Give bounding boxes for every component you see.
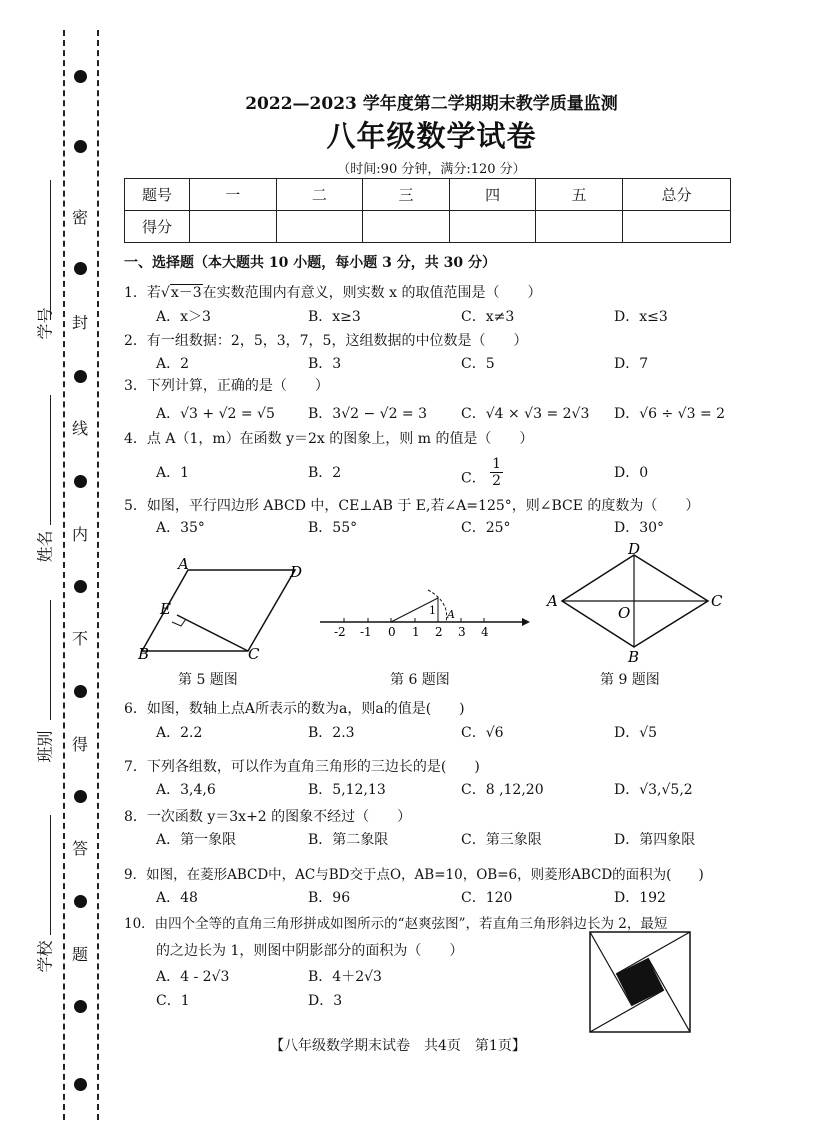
option[interactable]: C．120 bbox=[461, 890, 513, 906]
fig6-tick: -2 bbox=[334, 625, 346, 639]
option[interactable]: B．3√2 − √2 = 3 bbox=[308, 406, 428, 422]
question-8-stem: 8．一次函数 y＝3x+2 的图象不经过（ ） bbox=[124, 809, 412, 825]
fig6-tick: 4 bbox=[481, 625, 489, 639]
score-table-header-row bbox=[125, 179, 731, 211]
option[interactable]: B．5,12,13 bbox=[308, 782, 386, 798]
label-school: 学校 bbox=[35, 940, 55, 973]
score-cell: 五 bbox=[536, 179, 623, 211]
score-table-score-row bbox=[125, 211, 731, 243]
question-4-stem: 4．点 A（1，m）在函数 y＝2x 的图象上，则 m 的值是（ ） bbox=[124, 431, 534, 447]
fig6-tick: -1 bbox=[360, 625, 372, 639]
score-cell: 总分 bbox=[623, 179, 731, 211]
option[interactable]: B．2 bbox=[308, 465, 342, 481]
figure-9-caption: 第 9 题图 bbox=[600, 672, 660, 688]
seal-char: 题 bbox=[72, 945, 89, 964]
option[interactable]: B．2.3 bbox=[308, 725, 355, 741]
score-cell: 题号 bbox=[125, 179, 190, 211]
option[interactable]: C．1 bbox=[156, 993, 190, 1009]
fraction-denominator: 2 bbox=[492, 473, 502, 489]
exam-time-info: （时间:90 分钟，满分:120 分） bbox=[337, 162, 526, 177]
score-cell: 得分 bbox=[125, 211, 190, 243]
option[interactable]: B．x≥3 bbox=[308, 309, 361, 325]
option[interactable]: A．4 - 2√3 bbox=[156, 969, 230, 985]
option[interactable]: A．第一象限 bbox=[156, 832, 237, 848]
fig5-label: C bbox=[248, 645, 260, 663]
option[interactable]: A．x＞3 bbox=[156, 309, 211, 325]
score-table bbox=[124, 178, 731, 243]
option[interactable]: B．3 bbox=[308, 356, 342, 372]
fig9-label: D bbox=[628, 540, 641, 558]
option[interactable]: B．55° bbox=[308, 520, 358, 536]
figure-5-caption: 第 5 题图 bbox=[178, 672, 238, 688]
score-input-cell[interactable] bbox=[363, 211, 450, 243]
exam-title: 八年级数学试卷 bbox=[326, 119, 537, 153]
question-3-stem: 3．下列计算，正确的是（ ） bbox=[124, 378, 329, 394]
option[interactable]: D．0 bbox=[614, 465, 649, 481]
figure-6-caption: 第 6 题图 bbox=[390, 672, 450, 688]
score-input-cell[interactable] bbox=[536, 211, 623, 243]
question-10-stem: 10．由四个全等的直角三角形拼成如图所示的“赵爽弦图”，若直角三角形斜边长为 2，最短 bbox=[124, 916, 668, 932]
option[interactable]: D．7 bbox=[614, 356, 649, 372]
question-5-stem: 5．如图，平行四边形 ABCD 中，CE⊥AB 于 E,若∠A=125°，则∠BCE 的度数为（ ） bbox=[124, 498, 700, 514]
question-1-stem: 1．若√x－3在实数范围内有意义，则实数 x 的取值范围是（ ） bbox=[124, 285, 542, 301]
fig5-label: E bbox=[160, 600, 171, 618]
option[interactable]: A．2.2 bbox=[156, 725, 203, 741]
seal-char: 线 bbox=[72, 419, 89, 438]
figure-9-rhombus bbox=[540, 540, 740, 665]
binding-hole-dot bbox=[74, 790, 87, 803]
seal-char: 得 bbox=[72, 735, 89, 754]
question-7-stem: 7．下列各组数，可以作为直角三角形的三边长的是( ) bbox=[124, 759, 480, 775]
option[interactable]: D．√3,√5,2 bbox=[614, 782, 693, 798]
option[interactable]: D．√5 bbox=[614, 725, 658, 741]
binding-hole-dot bbox=[74, 895, 87, 908]
fill-line-school[interactable] bbox=[50, 815, 51, 935]
option[interactable]: B．96 bbox=[308, 890, 351, 906]
score-cell: 二 bbox=[276, 179, 363, 211]
seal-char: 封 bbox=[72, 313, 89, 332]
fig5-label: A bbox=[178, 555, 189, 573]
option[interactable]: C．第三象限 bbox=[461, 832, 542, 848]
option[interactable]: A．3,4,6 bbox=[156, 782, 216, 798]
page-footer: 【八年级数学期末试卷 共4页 第1页】 bbox=[270, 1038, 526, 1054]
binding-hole-dot bbox=[74, 1078, 87, 1091]
option[interactable]: D．192 bbox=[614, 890, 666, 906]
fraction bbox=[490, 456, 503, 489]
score-cell: 四 bbox=[449, 179, 536, 211]
option[interactable]: A．2 bbox=[156, 356, 190, 372]
fig9-label: C bbox=[711, 592, 723, 610]
option[interactable]: B．第二象限 bbox=[308, 832, 389, 848]
fig6-label: A bbox=[447, 608, 455, 621]
fig9-label: B bbox=[628, 648, 640, 665]
figure-6-number-line bbox=[318, 580, 538, 640]
section-heading: 一、选择题（本大题共 10 小题，每小题 3 分，共 30 分） bbox=[124, 255, 496, 271]
fig6-tick: 0 bbox=[388, 625, 396, 639]
fill-line-class[interactable] bbox=[50, 600, 51, 720]
option[interactable]: C．8 ,12,20 bbox=[461, 782, 544, 798]
radicand: x－3 bbox=[170, 285, 202, 301]
figure-10-zhao-shuang-diagram bbox=[588, 930, 694, 1036]
option[interactable]: A．√3 + √2 = √5 bbox=[156, 406, 275, 422]
binding-hole-dot bbox=[74, 262, 87, 275]
score-input-cell[interactable] bbox=[276, 211, 363, 243]
question-stem-part: 1．若 bbox=[124, 285, 161, 301]
fig5-label: D bbox=[290, 563, 303, 581]
seal-char: 密 bbox=[72, 208, 89, 227]
score-input-cell[interactable] bbox=[449, 211, 536, 243]
label-name: 姓名 bbox=[35, 530, 55, 563]
fig6-tick: 3 bbox=[458, 625, 466, 639]
option[interactable]: C．5 bbox=[461, 356, 495, 372]
fig9-label: A bbox=[547, 592, 558, 610]
question-stem-part: 在实数范围内有意义，则实数 x 的取值范围是（ ） bbox=[202, 285, 542, 301]
question-9-stem: 9．如图，在菱形ABCD中，AC与BD交于点O，AB=10，OB=6，则菱形ABCD的面积为( ) bbox=[124, 867, 704, 883]
binding-hole-dot bbox=[74, 685, 87, 698]
option[interactable]: A．1 bbox=[156, 465, 190, 481]
question-2-stem: 2．有一组数据：2，5，3，7，5，这组数据的中位数是（ ） bbox=[124, 333, 528, 349]
option[interactable]: C．√6 bbox=[461, 725, 504, 741]
fig6-label: 1 bbox=[429, 604, 436, 617]
option[interactable]: D．x≤3 bbox=[614, 309, 668, 325]
label-student-id: 学号 bbox=[35, 307, 55, 340]
fig5-label: B bbox=[138, 645, 150, 663]
binding-line-left bbox=[63, 30, 65, 1120]
option[interactable]: D．√6 ÷ √3 = 2 bbox=[614, 406, 726, 422]
seal-char: 不 bbox=[72, 629, 89, 648]
label-class: 班别 bbox=[35, 730, 55, 763]
seal-char: 内 bbox=[72, 525, 89, 544]
option[interactable]: D．第四象限 bbox=[614, 832, 696, 848]
score-input-cell[interactable] bbox=[190, 211, 277, 243]
option[interactable]: B．4＋2√3 bbox=[308, 969, 382, 985]
binding-hole-dot bbox=[74, 1000, 87, 1013]
option[interactable]: C．25° bbox=[461, 520, 511, 536]
fig9-label: O bbox=[618, 604, 631, 622]
seal-char: 答 bbox=[72, 839, 89, 858]
question-10-stem-cont: 的之边长为 1，则图中阴影部分的面积为（ ） bbox=[156, 943, 464, 959]
fig6-tick: 1 bbox=[412, 625, 420, 639]
exam-subtitle: 2022—2023 学年度第二学期期末教学质量监测 bbox=[245, 94, 618, 114]
fraction-numerator: 1 bbox=[492, 456, 502, 472]
binding-line-right bbox=[97, 30, 99, 1120]
binding-hole-dot bbox=[74, 370, 87, 383]
fill-line-name[interactable] bbox=[50, 395, 51, 525]
fill-line-student-id[interactable] bbox=[50, 180, 51, 320]
option[interactable]: C．√4 × √3 = 2√3 bbox=[461, 406, 590, 422]
option[interactable]: D．30° bbox=[614, 520, 665, 536]
fig6-tick: 2 bbox=[435, 625, 443, 639]
figure-5-parallelogram bbox=[130, 555, 320, 665]
option[interactable]: A．48 bbox=[156, 890, 198, 906]
binding-hole-dot bbox=[74, 70, 87, 83]
score-cell: 一 bbox=[190, 179, 277, 211]
binding-hole-dot bbox=[74, 475, 87, 488]
score-cell: 三 bbox=[363, 179, 450, 211]
option[interactable] bbox=[461, 456, 503, 495]
option-label: C． bbox=[461, 470, 486, 487]
option[interactable]: A．35° bbox=[156, 520, 205, 536]
score-input-cell[interactable] bbox=[623, 211, 731, 243]
option[interactable]: D．3 bbox=[308, 993, 343, 1009]
question-6-stem: 6．如图，数轴上点A所表示的数为a，则a的值是( ) bbox=[124, 701, 465, 717]
binding-hole-dot bbox=[74, 580, 87, 593]
option[interactable]: C．x≠3 bbox=[461, 309, 515, 325]
